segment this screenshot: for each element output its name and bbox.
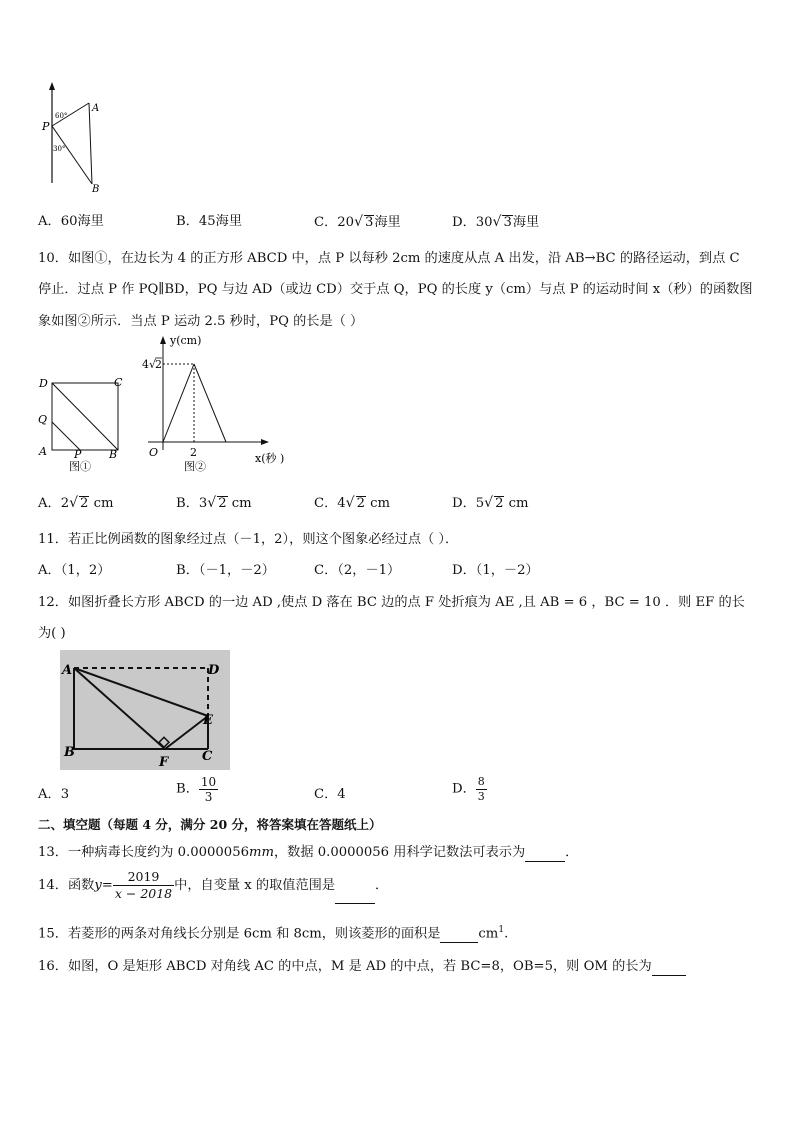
q11-stem: 11．若正比例函数的图象经过点（－1，2），则这个图象必经过点（ ）． (38, 532, 459, 547)
q16-answer-blank[interactable] (652, 961, 686, 976)
q12-option-a[interactable]: A．3 (38, 787, 70, 802)
q9-option-a[interactable]: A．60海里 (38, 214, 104, 229)
q13-answer-blank[interactable] (525, 847, 565, 862)
fig1-label-B: B (109, 448, 118, 461)
fraction-10-3: $\frac{10}{3}$ (200, 775, 217, 804)
q12-label-E: E (203, 713, 213, 728)
origin-label: O (149, 446, 159, 459)
q11-option-b[interactable]: B．（－1，－2） (176, 563, 275, 578)
q12-option-c[interactable]: C．4 (314, 787, 346, 802)
q14-answer-blank[interactable] (335, 889, 375, 904)
label-B: B (92, 184, 100, 195)
fig1-label-Q: Q (38, 413, 48, 426)
q11-option-c[interactable]: C．（2，－1） (314, 563, 401, 578)
q13: 13．一种病毒长度约为 0.0000056mm，数据 0.0000056 用科学记数法可表示为 ． (38, 845, 579, 860)
q12-label-B: B (64, 745, 75, 760)
fraction-8-3: $\frac{8}{3}$ (477, 775, 485, 803)
fig1-label-A: A (39, 445, 47, 458)
fig1-label-P: P (74, 448, 82, 461)
q12-label-C: C (202, 749, 213, 764)
q10-option-a[interactable]: A．2√ 2 cm (38, 495, 114, 511)
q12-line-1: 12．如图折叠长方形 ABCD 的一边 AD ,使点 D 落在 BC 边的点 F 处折痕为 AE ,且 AB = 6 ，BC = 10 ．则 EF 的长 (38, 595, 745, 610)
q10-line-1: 10．如图①，在边长为 4 的正方形 ABCD 中，点 P 以每秒 2cm 的速度从点 A 出发，沿 AB→BC 的路径运动，到点 C (38, 251, 740, 266)
q12-line-2: 为( ) (38, 626, 66, 641)
q10-figure-1-square (36, 370, 131, 480)
angle-60: 60° (55, 112, 68, 120)
graph-fall (194, 364, 226, 442)
fraction-2019: $\frac{2019}{x - 2018}$ (114, 869, 173, 901)
q10-figure-2-graph (140, 332, 305, 477)
fig1-caption: 图① (69, 460, 91, 473)
q12-option-b[interactable]: B． $\frac{10}{3}$ (176, 775, 217, 804)
q12-label-D: D (208, 663, 220, 678)
q12-option-d[interactable]: D． $\frac{8}{3}$ (452, 775, 485, 803)
q10-line-3: 象如图②所示．当点 P 运动 2.5 秒时，PQ 的长是（ ） (38, 314, 364, 329)
diagonal-BD (52, 383, 118, 450)
q9-option-b[interactable]: B．45海里 (176, 214, 243, 229)
fig2-caption: 图② (184, 460, 206, 473)
q12-label-A: A (62, 663, 73, 678)
q12-figure-fold (60, 650, 230, 770)
label-A: A (92, 103, 100, 114)
segment-PQ (52, 422, 80, 450)
x-axis-label: x(秒 ) (255, 452, 285, 465)
section-2-heading: 二、填空题（每题 4 分，满分 20 分，将答案填在答题纸上） (38, 817, 382, 832)
y-axis-arrow-icon (160, 336, 166, 344)
fig1-label-D: D (39, 377, 48, 390)
q10-option-d[interactable]: D．5√ 2 cm (452, 495, 529, 511)
segment-PB (52, 126, 92, 184)
fig1-label-C: C (114, 376, 123, 389)
peak-label-rad: 2 (155, 358, 162, 371)
q10-line-2: 停止．过点 P 作 PQ∥BD，PQ 与边 AD（或边 CD）交于点 Q，PQ 的长度 y（cm）与点 P 的运动时间 x（秒）的函数图 (38, 282, 753, 297)
x-tick-2: 2 (190, 446, 197, 459)
peak-label-radical: √ (149, 358, 157, 371)
q12-label-F: F (159, 755, 169, 770)
y-axis-label: y(cm) (170, 334, 202, 347)
x-axis-arrow-icon (261, 439, 269, 445)
q15-answer-blank[interactable] (440, 928, 478, 943)
q15: 15．若菱形的两条对角线长分别是 6cm 和 8cm，则该菱形的面积是 $cm^1$. (38, 925, 509, 942)
angle-30: 30° (53, 145, 66, 153)
q9-option-d[interactable]: D．30√ 3海里 (452, 214, 540, 230)
q14: 14．函数y= $\frac{2019}{x - 2018}$ 中，自变量 x 的取值范围是 ． (38, 868, 388, 904)
segment-AB (89, 103, 92, 184)
graph-rise (163, 364, 194, 442)
q10-option-c[interactable]: C．4√ 2 cm (314, 495, 391, 511)
label-P: P (42, 120, 50, 133)
q10-option-b[interactable]: B．3√ 2 cm (176, 495, 252, 511)
q11-option-d[interactable]: D．（1，－2） (452, 563, 539, 578)
compass-figure (38, 80, 118, 195)
q9-option-c[interactable]: C．20√ 3海里 (314, 214, 401, 230)
north-arrow-icon (49, 82, 55, 90)
q11-option-a[interactable]: A．（1，2） (38, 563, 111, 578)
q16: 16．如图，O 是矩形 ABCD 对角线 AC 的中点，M 是 AD 的中点，若 BC=8，OB=5，则 OM 的长为 (38, 958, 686, 976)
peak-label-coef: 4 (142, 358, 149, 371)
